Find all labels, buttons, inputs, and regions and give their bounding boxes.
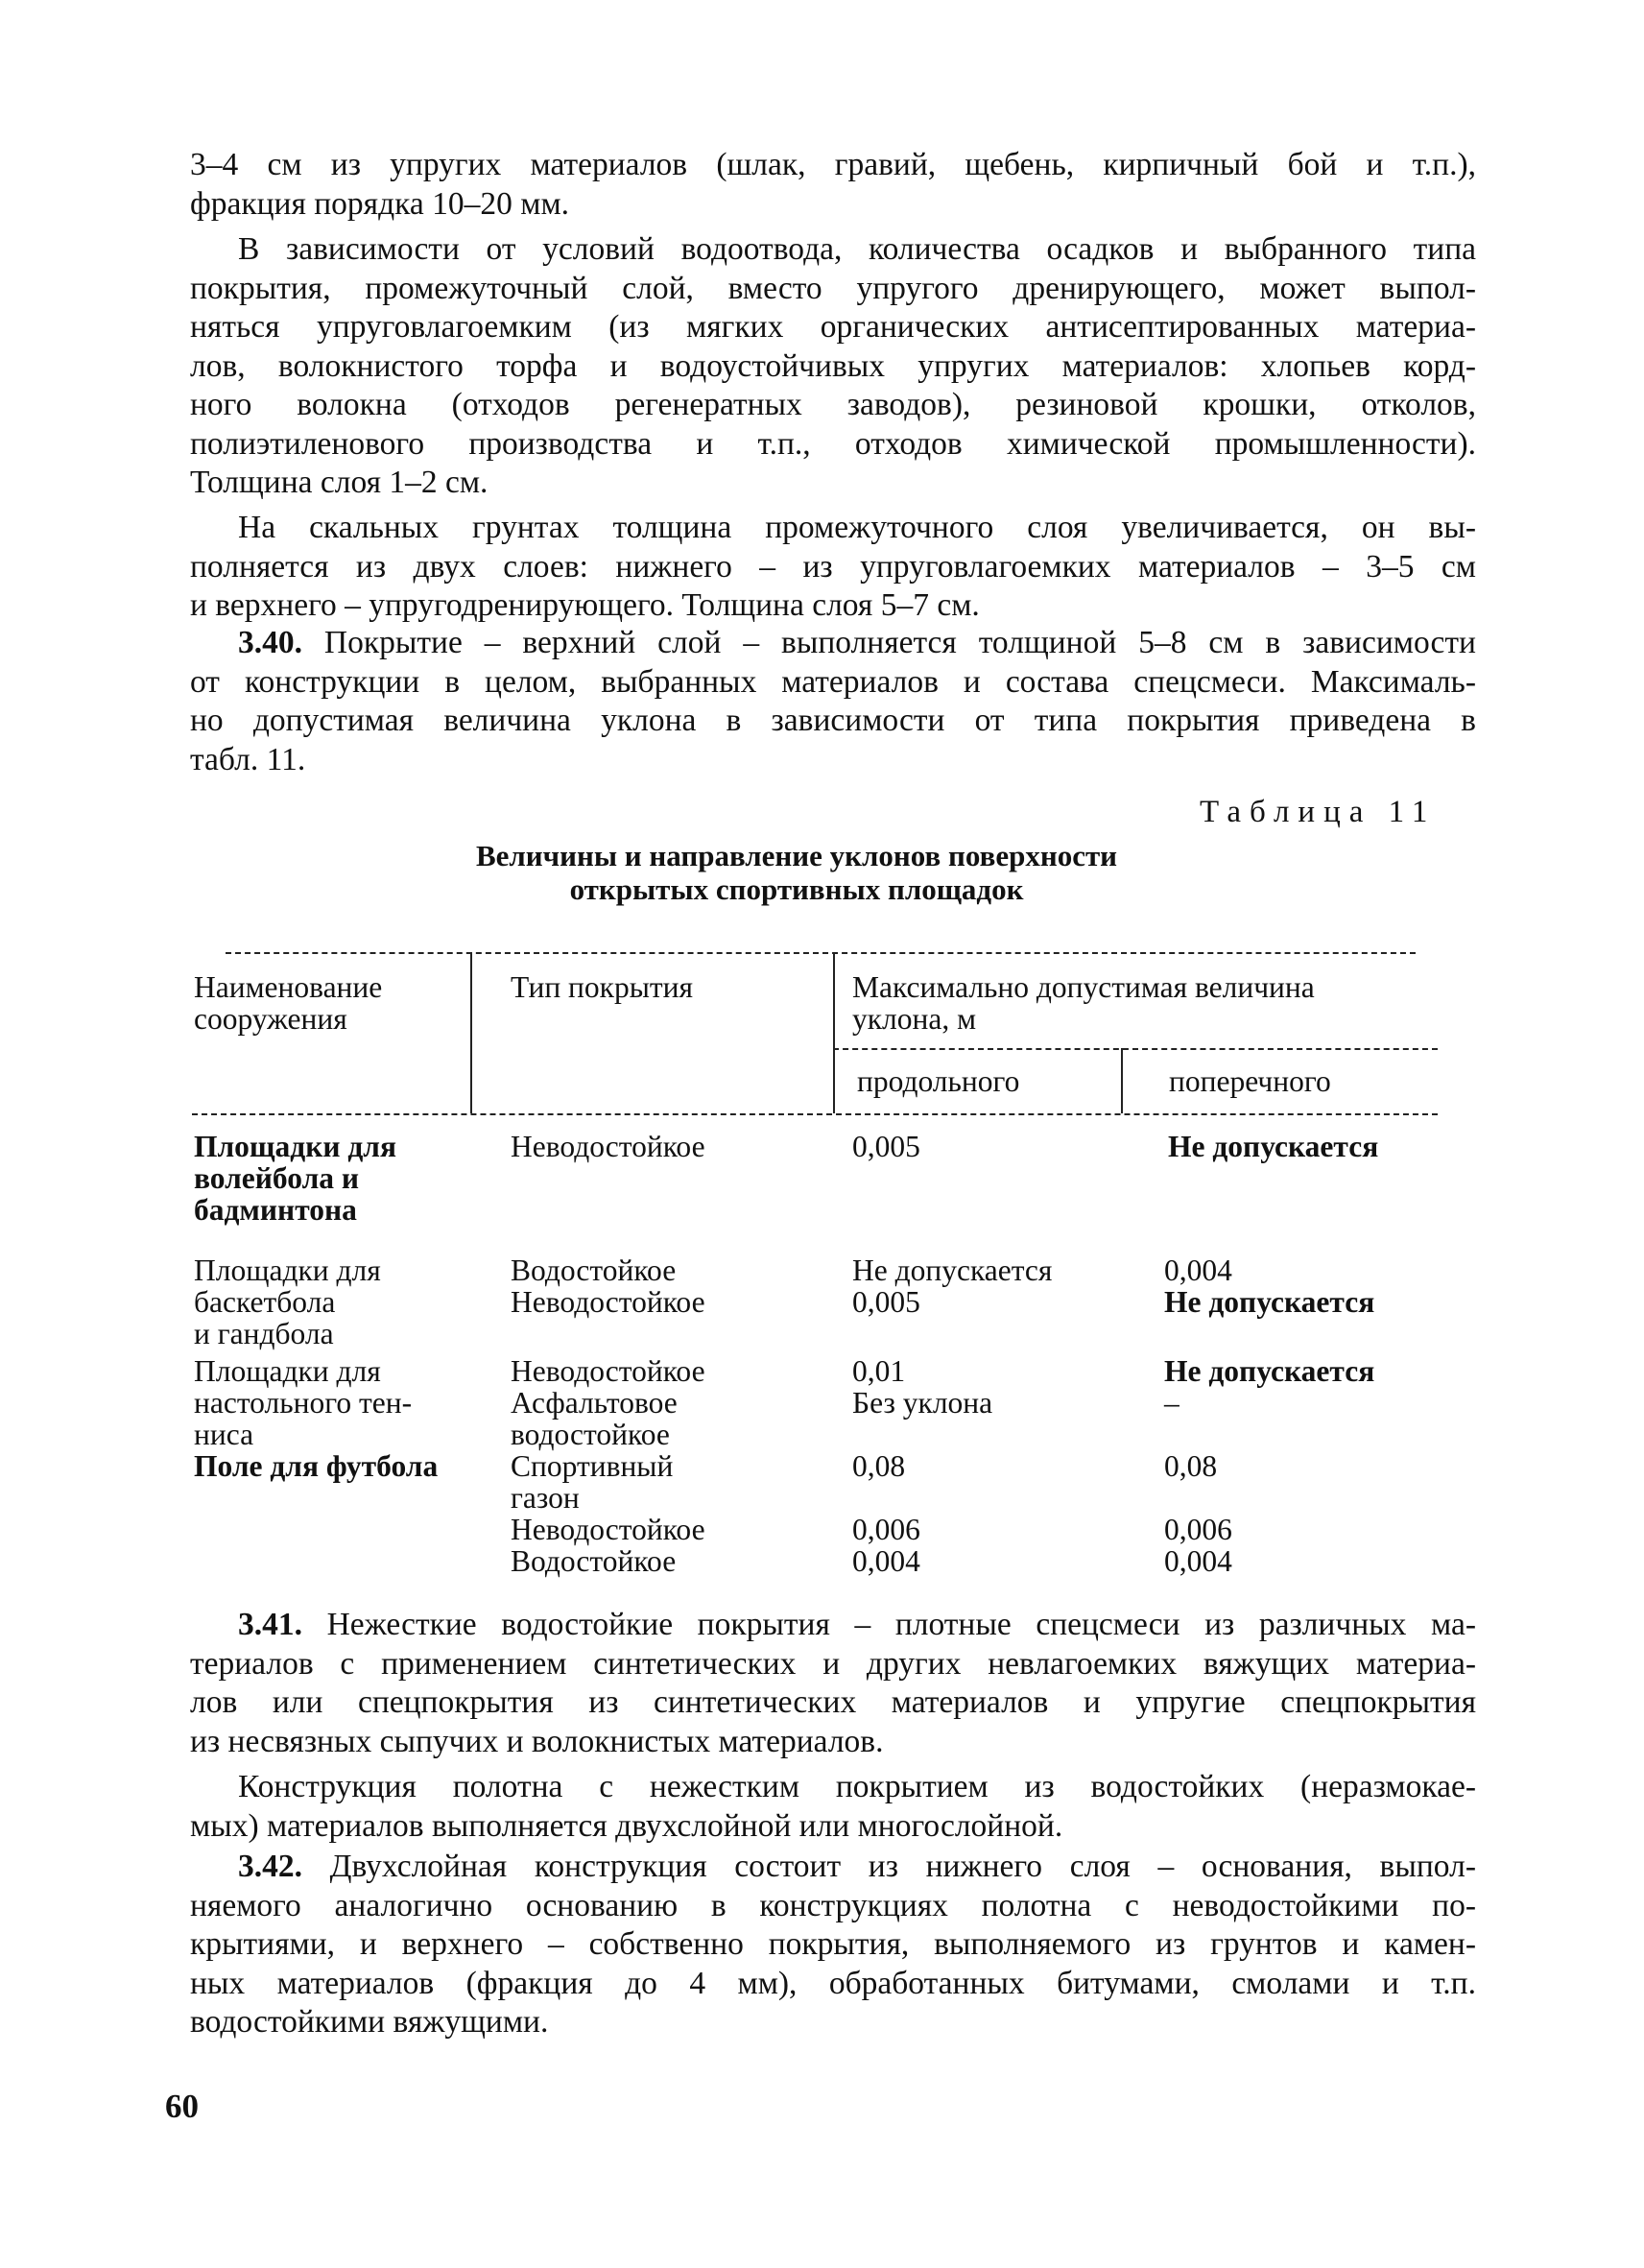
row3-transverse: –	[1164, 1386, 1179, 1420]
paragraph-line: няемого аналогично основанию в конструкциях полотна с неводостойкими по-	[190, 1887, 1476, 1923]
row4-transverse: 0,006	[1164, 1513, 1232, 1546]
row4-type: Спортивный	[511, 1449, 674, 1483]
paragraph-line: покрытия, промежуточный слой, вместо упругого дренирующего, может выпол-	[190, 270, 1476, 306]
paragraph-text: Покрытие – верхний слой – выполняется толщиной 5–8 см в зависимости	[302, 625, 1476, 660]
paragraph-3-42	[190, 1848, 1476, 2042]
row2-longitudinal: Не допускается	[852, 1253, 1053, 1287]
table-title-line-2: открытых спортивных площадок	[569, 872, 1024, 906]
header-max-line-1: Максимально допустимая величина	[852, 970, 1315, 1004]
row4-longitudinal: 0,004	[852, 1544, 920, 1578]
paragraph-3-41	[190, 1606, 1476, 1761]
row1-longitudinal: 0,005	[852, 1130, 920, 1163]
paragraph-line	[190, 1848, 1476, 1887]
paragraph-construction	[190, 1768, 1476, 1846]
paragraph-line: Конструкция полотна с нежестким покрытием из водостойких (неразмокае-	[238, 1769, 1476, 1804]
row3-type: Асфальтовое	[511, 1386, 678, 1420]
paragraph-line: 3–4 см из упругих материалов (шлак, гравий, щебень, кирпичный бой и т.п.),	[190, 147, 1476, 182]
table-top-rule	[226, 952, 1416, 954]
paragraph-line: лов или спецпокрытия из синтетических материалов и упругие спецпокрытия	[190, 1684, 1476, 1720]
row1-type: Неводостойкое	[511, 1130, 705, 1163]
paragraph-line: териалов с применением синтетических и других невлагоемких вяжущих материа-	[190, 1645, 1476, 1682]
paragraph-line: из несвязных сыпучих и волокнистых материалов.	[190, 1723, 884, 1759]
table-column-divider-1	[470, 952, 472, 1113]
paragraph-line: мых) материалов выполняется двухслойной или многослойной.	[190, 1807, 1063, 1844]
row3-transverse: Не допускается	[1164, 1354, 1375, 1388]
row4-longitudinal: 0,006	[852, 1513, 920, 1546]
paragraph-line: крытиями, и верхнего – собственно покрытия, выполняемого из грунтов и камен-	[190, 1926, 1476, 1962]
paragraph-3	[190, 509, 1476, 626]
paragraph-line: ных материалов (фракция до 4 мм), обработанных битумами, смолами и т.п.	[190, 1965, 1476, 2001]
paragraph-line: полняется из двух слоев: нижнего – из упруговлагоемких материалов – 3–5 см	[190, 548, 1476, 585]
row2-name-line: и гандбола	[194, 1317, 334, 1350]
header-transverse: поперечного	[1169, 1064, 1331, 1098]
paragraph-line: В зависимости от условий водоотвода, количества осадков и выбранного типа	[238, 231, 1476, 267]
table-column-divider-2	[833, 952, 835, 1113]
table-caption: Таблица 11	[1200, 795, 1437, 829]
row1-name-line: бадминтона	[194, 1193, 357, 1227]
paragraph-line	[190, 624, 1476, 663]
paragraph-line: Толщина слоя 1–2 см.	[190, 465, 488, 500]
paragraph-text: Нежесткие водостойкие покрытия – плотные спецсмеси из различных ма-	[302, 1607, 1476, 1642]
row3-longitudinal: Без уклона	[852, 1386, 993, 1420]
table-column-divider-3	[1121, 1048, 1123, 1113]
row4-longitudinal: 0,08	[852, 1449, 906, 1483]
paragraph-line: лов, волокнистого торфа и водоустойчивых упругих материалов: хлопьев корд-	[190, 347, 1476, 384]
row1-name-line: волейбола и	[194, 1161, 360, 1195]
section-number: 3.40.	[238, 625, 302, 660]
header-name-line-2: сооружения	[194, 1002, 347, 1036]
row2-name-line: баскетбола	[194, 1285, 336, 1319]
row1-name-line: Площадки для	[194, 1130, 397, 1163]
paragraph-line: фракция порядка 10–20 мм.	[190, 185, 570, 222]
row3-name-line: ниса	[194, 1418, 254, 1451]
table-title-line-1: Величины и направление уклонов поверхности	[475, 839, 1118, 872]
row3-type: водостойкое	[511, 1418, 670, 1451]
table-header-split-rule	[833, 1048, 1438, 1050]
paragraph-2	[190, 230, 1476, 503]
row4-transverse: 0,08	[1164, 1449, 1218, 1483]
paragraph-line: водостойкими вяжущими.	[190, 2004, 549, 2040]
paragraph-line: няться упруговлагоемким (из мягких органических антисептированных материа-	[190, 309, 1476, 345]
table-header-bottom-rule	[192, 1113, 1438, 1115]
row4-type: газон	[511, 1481, 580, 1515]
header-type: Тип покрытия	[511, 970, 693, 1004]
page-number: 60	[165, 2088, 199, 2125]
row4-name-line: Поле для футбола	[194, 1449, 439, 1483]
paragraph-line: табл. 11.	[190, 741, 306, 777]
row4-type: Водостойкое	[511, 1544, 677, 1578]
section-number: 3.41.	[238, 1607, 302, 1642]
row4-transverse: 0,004	[1164, 1544, 1232, 1578]
row3-name-line: Площадки для	[194, 1354, 381, 1388]
row3-type: Неводостойкое	[511, 1354, 705, 1388]
paragraph-line: и верхнего – упругодренирующего. Толщина слоя 5–7 см.	[190, 587, 980, 623]
header-max-line-2: уклона, м	[852, 1002, 977, 1036]
section-number: 3.42.	[238, 1849, 302, 1884]
row3-longitudinal: 0,01	[852, 1354, 906, 1388]
paragraph-line	[190, 1606, 1476, 1645]
paragraph-line: На скальных грунтах толщина промежуточного слоя увеличивается, он вы-	[238, 510, 1476, 545]
paragraph-text: Двухслойная конструкция состоит из нижнего слоя – основания, выпол-	[302, 1849, 1476, 1884]
row1-transverse: Не допускается	[1168, 1130, 1379, 1163]
row2-transverse: 0,004	[1164, 1253, 1232, 1287]
header-longitudinal: продольного	[857, 1064, 1020, 1098]
paragraph-3-40	[190, 624, 1476, 779]
paragraph-line: но допустимая величина уклона в зависимости от типа покрытия приведена в	[190, 703, 1476, 738]
header-name-line-1: Наименование	[194, 970, 383, 1004]
row2-transverse: Не допускается	[1164, 1285, 1375, 1319]
row4-type: Неводостойкое	[511, 1513, 705, 1546]
paragraph-line: от конструкции в целом, выбранных материалов и состава спецсмеси. Максималь-	[190, 663, 1476, 700]
paragraph-1	[190, 146, 1476, 224]
row2-type: Неводостойкое	[511, 1285, 705, 1319]
row3-name-line: настольного тен-	[194, 1386, 413, 1420]
row2-type: Водостойкое	[511, 1253, 677, 1287]
row2-longitudinal: 0,005	[852, 1285, 920, 1319]
row2-name-line: Площадки для	[194, 1253, 381, 1287]
paragraph-line: полиэтиленового производства и т.п., отходов химической промышленности).	[190, 425, 1476, 462]
paragraph-line: ного волокна (отходов регенератных заводов), резиновой крошки, отколов,	[190, 387, 1476, 422]
